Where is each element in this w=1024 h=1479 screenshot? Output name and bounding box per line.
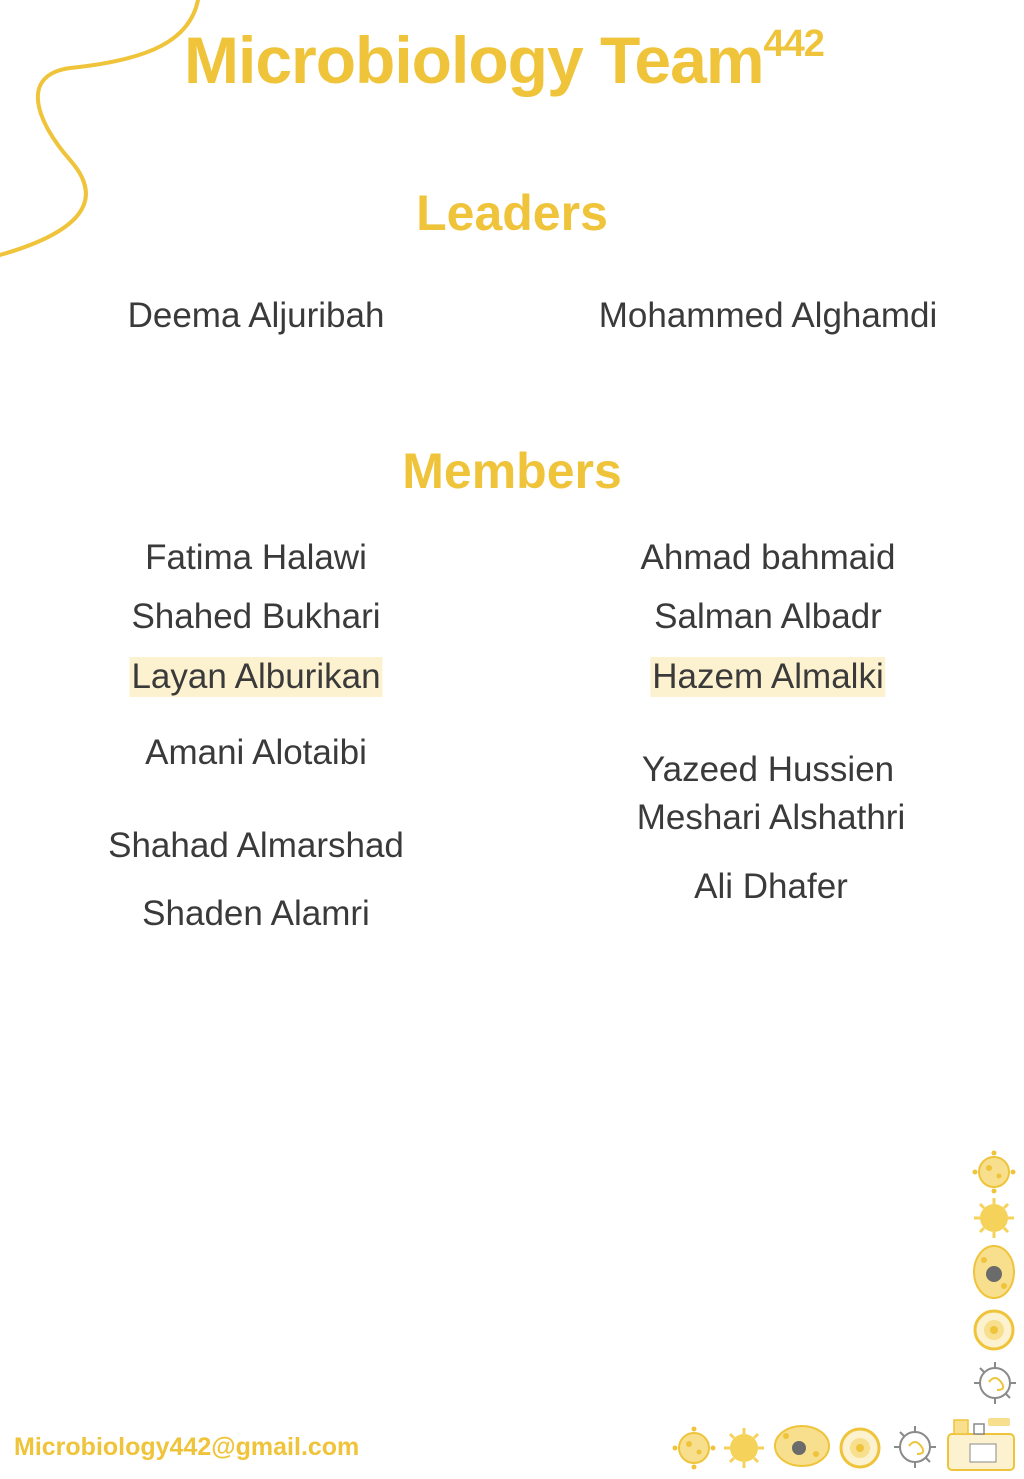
egg-cell-icon: [972, 1308, 1016, 1352]
member-name-highlighted: Hazem Almalki: [652, 657, 884, 696]
spiky-virus-icon: [892, 1424, 938, 1470]
member-name: Yazeed Hussien: [641, 750, 895, 789]
leader-name: Mohammed Alghamdi: [598, 296, 938, 335]
member-name: Shahed Bukhari: [131, 597, 381, 636]
title-superscript: 442: [763, 23, 824, 65]
egg-cell-icon: [838, 1426, 882, 1470]
lab-bench-icon: [944, 1416, 1018, 1472]
page-title: Microbiology Team$^{442}$: [184, 23, 824, 97]
member-name-highlighted: Layan Alburikan: [131, 657, 381, 696]
spiky-virus-icon: [972, 1360, 1018, 1406]
member-name: Ahmad bahmaid: [640, 538, 896, 577]
member-name: Shahad Almarshad: [108, 826, 404, 865]
cell-icon: [772, 1422, 832, 1470]
member-name: Ali Dhafer: [694, 867, 848, 906]
member-name: Amani Alotaibi: [145, 733, 367, 772]
leader-name: Deema Aljuribah: [127, 296, 385, 335]
virus-icon: [672, 1426, 716, 1470]
member-name: Fatima Halawi: [145, 538, 367, 577]
contact-email[interactable]: Microbiology442@gmail.com: [14, 1433, 360, 1461]
cell-icon: [970, 1244, 1018, 1300]
leaders-heading: Leaders: [416, 185, 608, 241]
sun-bacterium-icon: [722, 1426, 766, 1470]
member-name: Salman Albadr: [654, 597, 882, 636]
member-name: Shaden Alamri: [142, 894, 370, 933]
virus-icon: [972, 1150, 1016, 1194]
members-heading: Members: [402, 443, 622, 499]
member-name: Meshari Alshathri: [636, 798, 906, 837]
sun-bacterium-icon: [972, 1196, 1016, 1240]
